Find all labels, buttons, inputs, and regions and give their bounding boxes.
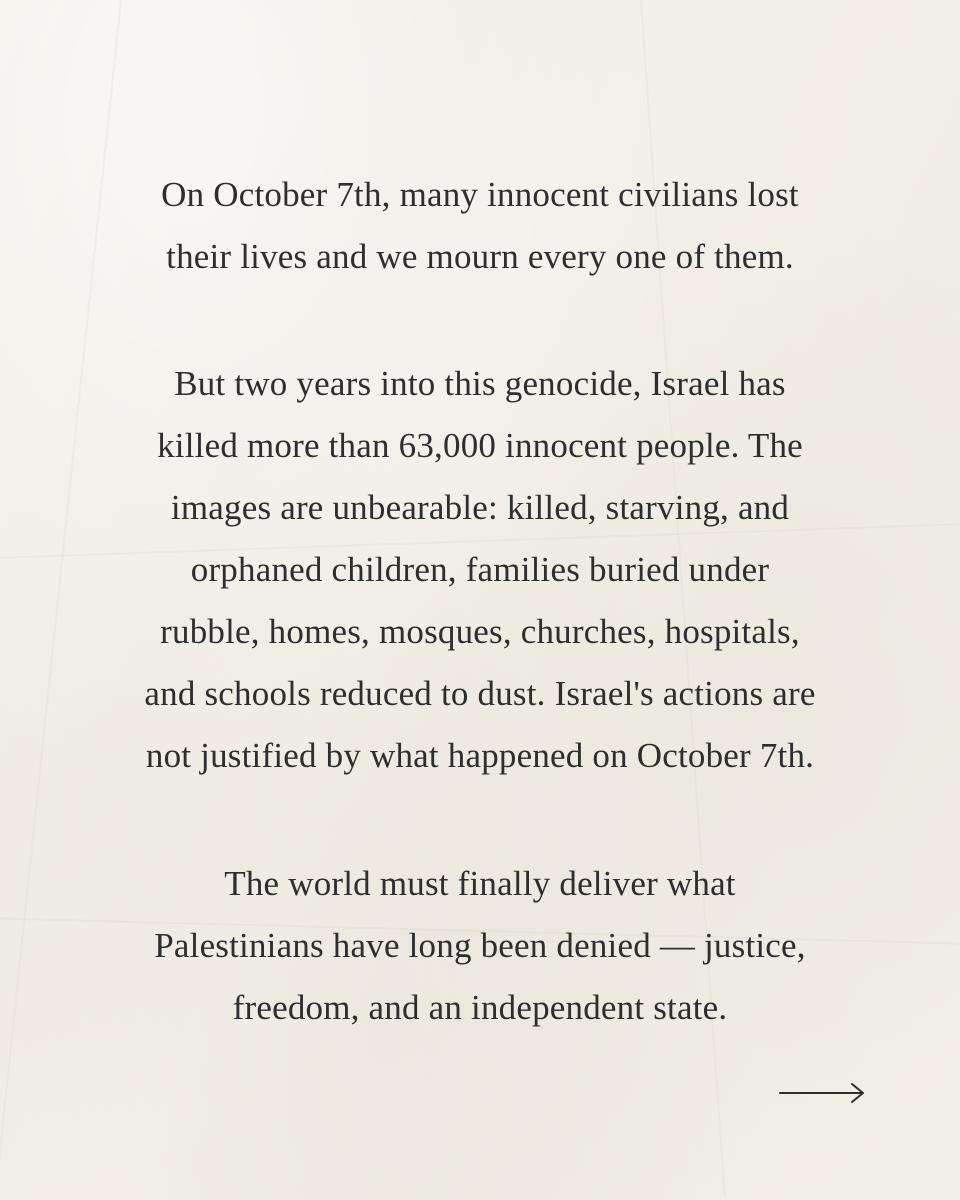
text-line: orphaned children, families buried under <box>190 550 770 589</box>
text-line: killed more than 63,000 innocent people. The <box>157 426 803 465</box>
text-line: not justified by what happened on October 7th. <box>145 736 815 775</box>
paragraph-mourning <box>40 164 920 288</box>
text-line: Palestinians have long been denied — justice, <box>154 926 806 965</box>
paragraph-justice <box>40 853 920 1039</box>
right-arrow-icon <box>778 1078 866 1108</box>
text-line: their lives and we mourn every one of them. <box>166 237 794 276</box>
next-slide-button[interactable] <box>778 1078 866 1108</box>
text-line: freedom, and an independent state. <box>232 988 728 1027</box>
text-line: The world must finally deliver what <box>224 864 736 903</box>
text-line: and schools reduced to dust. Israel's actions are <box>144 674 816 713</box>
paragraph-genocide <box>40 353 920 787</box>
text-line: But two years into this genocide, Israel has <box>174 364 786 403</box>
text-line: rubble, homes, mosques, churches, hospitals, <box>160 612 800 651</box>
text-line: On October 7th, many innocent civilians lost <box>161 175 799 214</box>
text-line: images are unbearable: killed, starving, and <box>170 488 790 527</box>
